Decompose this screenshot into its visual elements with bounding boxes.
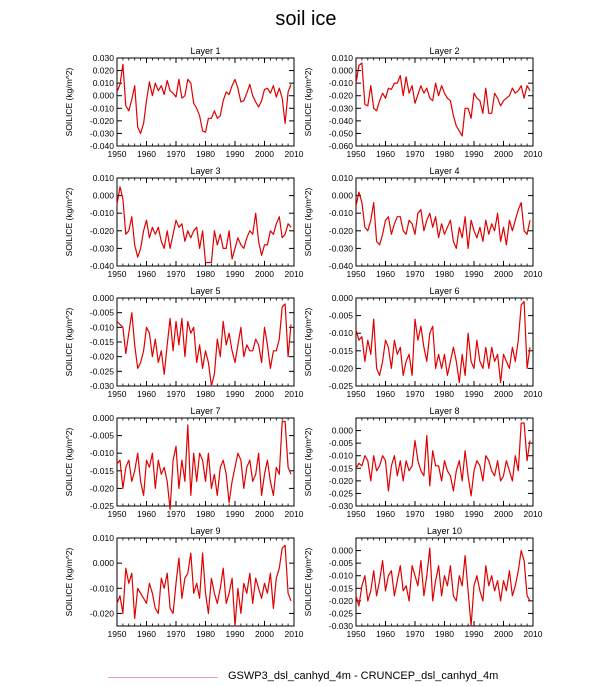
y-tick-label: 0.000	[331, 545, 353, 556]
y-tick-label: -0.025	[328, 608, 353, 619]
x-tick-label: 1950	[107, 509, 127, 519]
x-tick-label: 1980	[196, 149, 215, 159]
panel-2	[303, 46, 543, 159]
y-tick-label: -0.005	[89, 307, 114, 318]
x-tick-label: 1950	[346, 269, 366, 279]
y-tick-label: -0.010	[328, 450, 353, 461]
panel-10	[303, 526, 543, 639]
y-tick-label: -0.010	[89, 448, 114, 459]
x-tick-label: 1970	[405, 149, 425, 159]
y-tick-label: -0.030	[89, 243, 114, 254]
x-tick-label: 2010	[523, 509, 543, 519]
x-tick-label: 1960	[376, 269, 395, 279]
y-tick-label: 0.000	[92, 293, 114, 303]
x-tick-label: 1980	[435, 149, 454, 159]
y-tick-label: -0.060	[328, 141, 353, 151]
x-tick-label: 1990	[464, 389, 484, 399]
panel-6	[303, 286, 543, 399]
x-tick-label: 1960	[137, 269, 156, 279]
panel-title: Layer 8	[429, 406, 460, 416]
y-tick-label: -0.010	[328, 570, 353, 581]
series-line	[117, 422, 291, 510]
x-tick-label: 2010	[284, 509, 304, 519]
y-tick-label: -0.040	[89, 261, 114, 271]
x-tick-label: 2010	[284, 629, 304, 639]
panel-8	[303, 406, 543, 519]
x-tick-label: 1960	[376, 149, 395, 159]
panel-5	[64, 286, 304, 399]
x-tick-label: 1990	[225, 389, 245, 399]
panel-title: Layer 4	[429, 166, 460, 176]
x-tick-label: 1950	[107, 269, 127, 279]
y-tick-label: -0.015	[328, 463, 353, 474]
y-tick-label: -0.020	[328, 475, 353, 486]
x-tick-label: 1960	[137, 509, 156, 519]
y-tick-label: -0.025	[328, 488, 353, 499]
y-tick-label: -0.020	[328, 90, 353, 101]
y-axis-label: SOILICE (kg/m^2)	[303, 427, 313, 497]
x-tick-label: 1960	[137, 629, 156, 639]
x-tick-label: 2000	[255, 389, 274, 399]
plot-frame	[356, 298, 533, 386]
y-tick-label: 0.010	[92, 533, 114, 543]
x-tick-label: 2010	[523, 389, 543, 399]
y-tick-label: 0.000	[92, 413, 114, 423]
panel-title: Layer 7	[190, 406, 221, 416]
legend-line-swatch	[108, 677, 218, 678]
x-tick-label: 2010	[284, 389, 304, 399]
y-tick-label: 0.000	[331, 293, 353, 303]
y-tick-label: -0.005	[328, 558, 353, 569]
x-tick-label: 1970	[405, 629, 425, 639]
x-tick-label: 1960	[376, 509, 395, 519]
x-tick-label: 1960	[376, 389, 395, 399]
y-tick-label: -0.010	[89, 208, 114, 219]
y-tick-label: -0.050	[328, 128, 353, 139]
x-tick-label: 2000	[494, 269, 513, 279]
x-tick-label: 1980	[196, 629, 215, 639]
x-tick-label: 1990	[464, 149, 484, 159]
panel-title: Layer 10	[426, 526, 463, 536]
x-tick-label: 1950	[346, 629, 366, 639]
panel-3	[64, 166, 304, 279]
x-tick-label: 1980	[435, 629, 454, 639]
x-tick-label: 1950	[346, 389, 366, 399]
x-tick-label: 2000	[255, 629, 274, 639]
y-tick-label: -0.020	[328, 225, 353, 236]
series-line	[117, 187, 291, 263]
y-tick-label: -0.020	[89, 483, 114, 494]
panel-9	[64, 526, 304, 639]
legend	[0, 668, 612, 686]
y-tick-label: 0.020	[92, 65, 114, 76]
panel-title: Layer 3	[190, 166, 221, 176]
x-tick-label: 1980	[435, 389, 454, 399]
x-tick-label: 2000	[494, 149, 513, 159]
y-tick-label: -0.020	[328, 363, 353, 374]
series-line	[356, 63, 530, 136]
y-tick-label: 0.010	[92, 78, 114, 89]
x-tick-label: 1960	[137, 389, 156, 399]
x-tick-label: 2000	[494, 629, 513, 639]
x-tick-label: 1990	[464, 269, 484, 279]
y-axis-label: SOILICE (kg/m^2)	[64, 187, 74, 257]
y-tick-label: 0.000	[92, 90, 114, 101]
legend-label: GSWP3_dsl_canhyd_4m - CRUNCEP_dsl_canhyd_4m	[228, 670, 499, 682]
y-axis-label: SOILICE (kg/m^2)	[303, 307, 313, 377]
y-tick-label: -0.025	[89, 366, 114, 377]
x-tick-label: 1990	[225, 269, 245, 279]
y-tick-label: 0.000	[331, 65, 353, 76]
x-tick-label: 1970	[405, 509, 425, 519]
panel-title: Layer 6	[429, 286, 460, 296]
x-tick-label: 2010	[523, 269, 543, 279]
plot-frame	[356, 58, 533, 146]
x-tick-label: 1980	[196, 269, 215, 279]
y-axis-label: SOILICE (kg/m^2)	[303, 547, 313, 617]
y-tick-label: -0.015	[328, 345, 353, 356]
x-tick-label: 2010	[523, 149, 543, 159]
x-tick-label: 2000	[255, 509, 274, 519]
y-tick-label: -0.015	[89, 465, 114, 476]
y-tick-label: -0.040	[89, 141, 114, 151]
panel-1	[64, 46, 304, 159]
x-tick-label: 1990	[225, 149, 245, 159]
series-line	[356, 192, 530, 248]
x-tick-label: 1990	[464, 509, 484, 519]
y-tick-label: -0.020	[328, 595, 353, 606]
y-axis-label: SOILICE (kg/m^2)	[303, 67, 313, 137]
x-tick-label: 1980	[196, 389, 215, 399]
x-tick-label: 1990	[464, 629, 484, 639]
y-tick-label: -0.020	[89, 608, 114, 619]
x-tick-label: 1970	[166, 389, 186, 399]
y-tick-label: 0.000	[92, 190, 114, 201]
series-line	[117, 546, 291, 627]
x-tick-label: 1980	[196, 509, 215, 519]
y-tick-label: -0.030	[89, 128, 114, 139]
y-tick-label: -0.025	[328, 381, 353, 391]
x-tick-label: 2000	[255, 269, 274, 279]
y-tick-label: 0.010	[331, 53, 353, 63]
y-tick-label: -0.005	[89, 430, 114, 441]
series-line	[356, 423, 530, 496]
panel-7	[64, 406, 304, 519]
series-line	[356, 302, 530, 383]
y-tick-label: -0.020	[89, 115, 114, 126]
y-tick-label: -0.015	[89, 337, 114, 347]
x-tick-label: 1980	[435, 269, 454, 279]
panel-title: Layer 1	[190, 46, 221, 56]
x-tick-label: 1970	[166, 509, 186, 519]
panel-4	[303, 166, 543, 279]
x-tick-label: 1990	[225, 629, 245, 639]
x-tick-label: 1950	[346, 149, 366, 159]
x-tick-label: 1950	[107, 149, 127, 159]
y-axis-label: SOILICE (kg/m^2)	[64, 67, 74, 137]
y-axis-label: SOILICE (kg/m^2)	[64, 307, 74, 377]
y-tick-label: 0.000	[331, 190, 353, 201]
y-tick-label: -0.040	[328, 115, 353, 126]
x-tick-label: 1970	[166, 149, 186, 159]
x-tick-label: 2010	[523, 629, 543, 639]
y-tick-label: -0.005	[328, 310, 353, 321]
y-tick-label: 0.010	[92, 173, 114, 183]
x-tick-label: 1970	[166, 269, 186, 279]
x-tick-label: 2000	[494, 509, 513, 519]
y-tick-label: -0.010	[89, 583, 114, 594]
y-tick-label: -0.030	[328, 243, 353, 254]
y-tick-label: -0.010	[328, 208, 353, 219]
x-tick-label: 1960	[376, 629, 395, 639]
y-tick-label: -0.010	[328, 78, 353, 89]
x-tick-label: 2000	[255, 149, 274, 159]
plot-frame	[117, 58, 294, 146]
y-tick-label: -0.010	[328, 328, 353, 339]
y-tick-label: -0.030	[89, 381, 114, 391]
y-tick-label: -0.010	[89, 103, 114, 114]
x-tick-label: 1970	[405, 389, 425, 399]
y-tick-label: -0.020	[89, 351, 114, 362]
y-tick-label: -0.030	[328, 103, 353, 114]
y-tick-label: -0.015	[328, 583, 353, 594]
y-tick-label: -0.020	[89, 225, 114, 236]
x-tick-label: 1980	[435, 509, 454, 519]
y-axis-label: SOILICE (kg/m^2)	[64, 427, 74, 497]
y-tick-label: -0.005	[328, 438, 353, 449]
y-tick-label: -0.010	[89, 322, 114, 333]
x-tick-label: 2010	[284, 149, 304, 159]
x-tick-label: 1950	[346, 509, 366, 519]
y-axis-label: SOILICE (kg/m^2)	[64, 547, 74, 617]
y-tick-label: 0.000	[331, 425, 353, 436]
x-tick-label: 1970	[405, 269, 425, 279]
panel-title: Layer 5	[190, 286, 221, 296]
y-tick-label: -0.030	[328, 501, 353, 511]
y-tick-label: -0.030	[328, 621, 353, 631]
series-line	[117, 304, 291, 386]
x-tick-label: 2010	[284, 269, 304, 279]
page-title: soil ice	[275, 8, 337, 30]
y-tick-label: 0.010	[331, 173, 353, 183]
y-tick-label: -0.025	[89, 501, 114, 511]
y-axis-label: SOILICE (kg/m^2)	[303, 187, 313, 257]
plot-frame	[356, 538, 533, 626]
x-tick-label: 1950	[107, 629, 127, 639]
panel-title: Layer 9	[190, 526, 221, 536]
plot-frame	[356, 178, 533, 266]
x-tick-label: 1970	[166, 629, 186, 639]
panel-title: Layer 2	[429, 46, 460, 56]
x-tick-label: 1950	[107, 389, 127, 399]
series-line	[356, 548, 530, 626]
y-tick-label: -0.040	[328, 261, 353, 271]
plot-frame	[117, 538, 294, 626]
series-line	[117, 64, 291, 133]
x-tick-label: 1990	[225, 509, 245, 519]
y-tick-label: 0.000	[92, 558, 114, 569]
plot-frame	[117, 178, 294, 266]
y-tick-label: 0.030	[92, 53, 114, 63]
x-tick-label: 2000	[494, 389, 513, 399]
x-tick-label: 1960	[137, 149, 156, 159]
